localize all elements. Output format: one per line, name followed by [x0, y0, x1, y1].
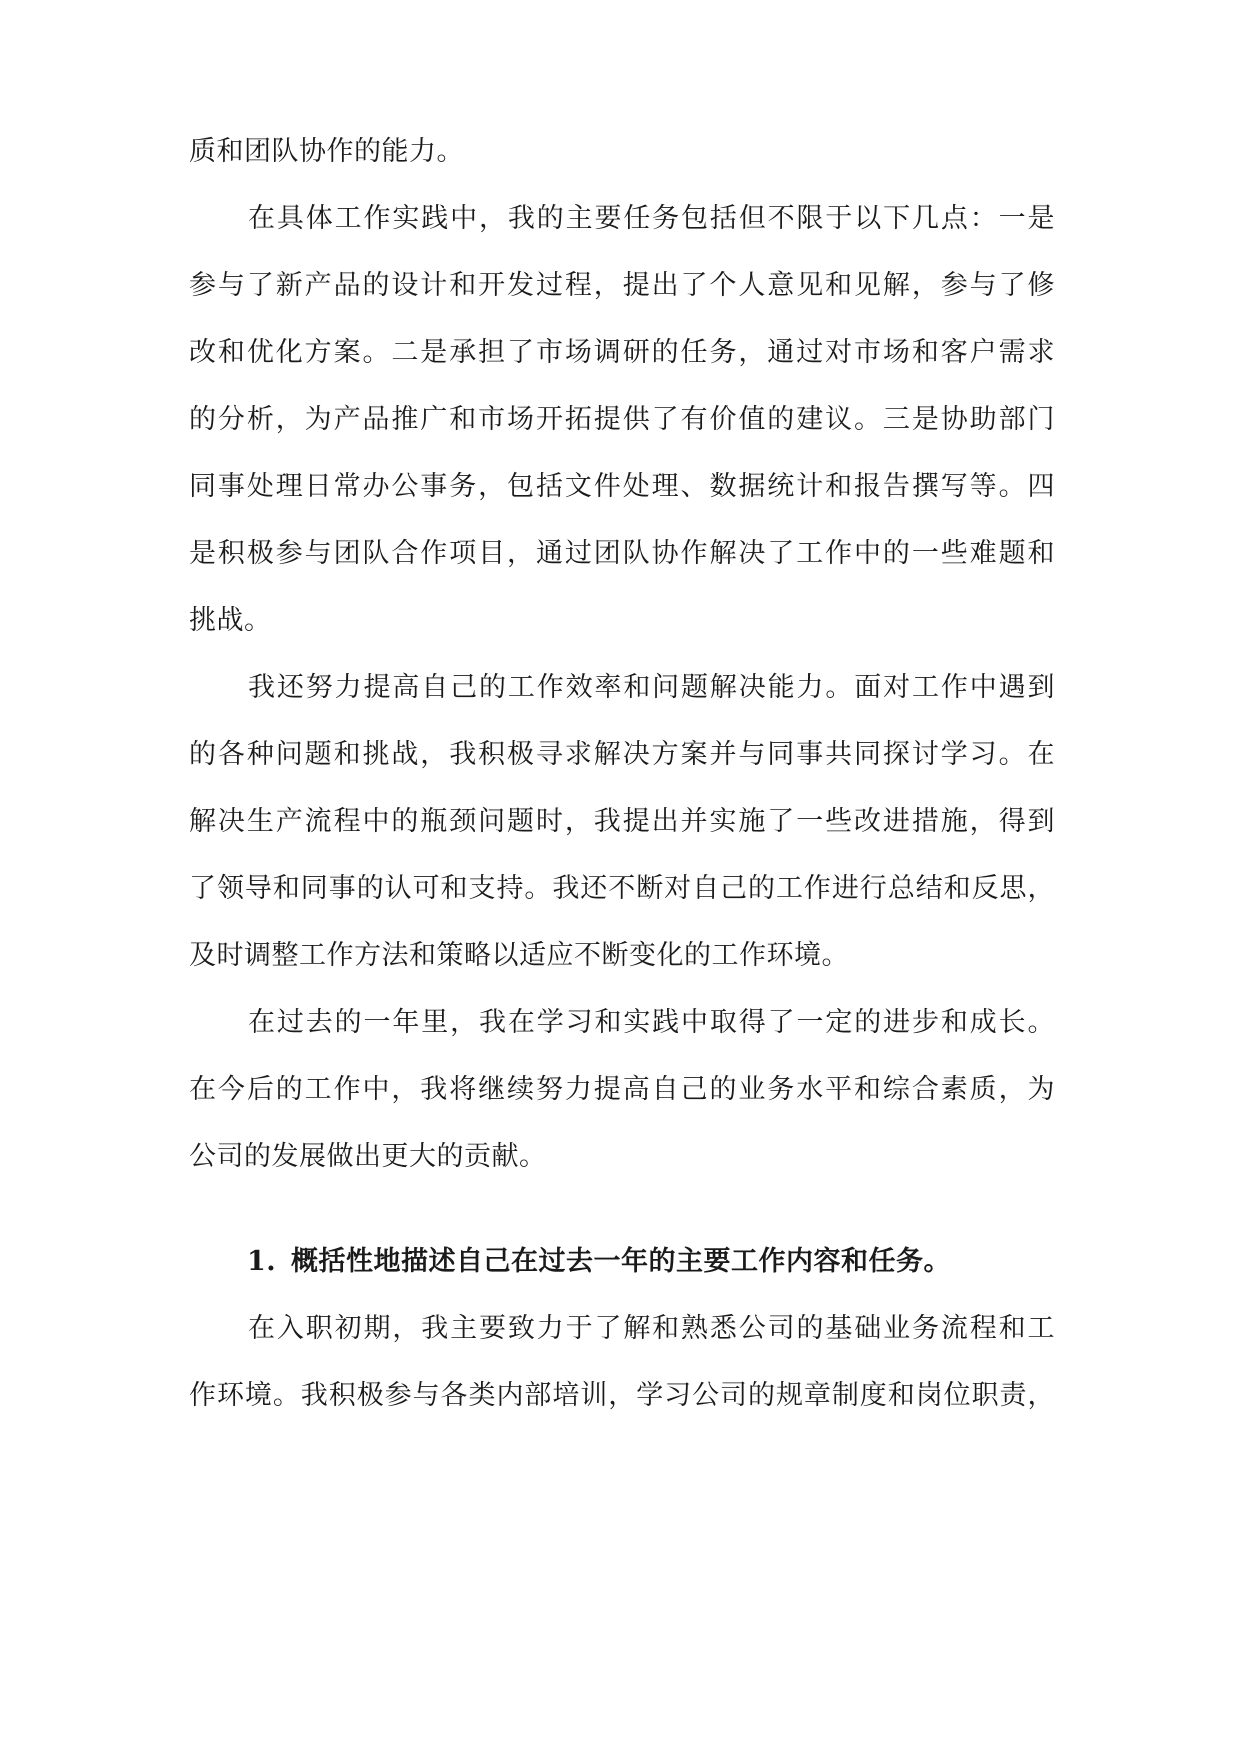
text-line: 在今后的工作中，我将继续努力提高自己的业务水平和综合素质，为 — [189, 1074, 1055, 1105]
text-line: 质和团队协作的能力。 — [189, 136, 464, 167]
text-line: 是积极参与团队合作项目，通过团队协作解决了工作中的一些难题和 — [189, 538, 1055, 569]
text-line: 了领导和同事的认可和支持。我还不断对自己的工作进行总结和反思， — [189, 873, 1055, 904]
text-line: 作环境。我积极参与各类内部培训，学习公司的规章制度和岗位职责， — [189, 1380, 1055, 1411]
heading-text: 概括性地描述自己在过去一年的主要工作内容和任务。 — [291, 1246, 951, 1277]
text-line: 我还努力提高自己的工作效率和问题解决能力。面对工作中遇到 — [248, 672, 1055, 703]
text-line: 公司的发展做出更大的贡献。 — [189, 1141, 547, 1172]
text-line: 解决生产流程中的瓶颈问题时，我提出并实施了一些改进措施，得到 — [189, 806, 1055, 837]
text-line: 同事处理日常办公事务，包括文件处理、数据统计和报告撰写等。四 — [189, 471, 1055, 502]
text-line: 在具体工作实践中，我的主要任务包括但不限于以下几点：一是 — [248, 203, 1055, 234]
section-heading — [247, 1242, 1055, 1282]
text-line: 及时调整工作方法和策略以适应不断变化的工作环境。 — [189, 940, 849, 971]
text-line: 参与了新产品的设计和开发过程，提出了个人意见和见解，参与了修 — [189, 270, 1055, 301]
text-line: 的各种问题和挑战，我积极寻求解决方案并与同事共同探讨学习。在 — [189, 739, 1055, 770]
text-line: 在入职初期，我主要致力于了解和熟悉公司的基础业务流程和工 — [248, 1313, 1055, 1344]
heading-number: 1. — [247, 1246, 277, 1277]
text-line: 在过去的一年里，我在学习和实践中取得了一定的进步和成长。 — [248, 1007, 1055, 1038]
text-line: 挑战。 — [189, 605, 272, 636]
text-line: 改和优化方案。二是承担了市场调研的任务，通过对市场和客户需求 — [189, 337, 1055, 368]
text-line: 的分析，为产品推广和市场开拓提供了有价值的建议。三是协助部门 — [189, 404, 1055, 435]
